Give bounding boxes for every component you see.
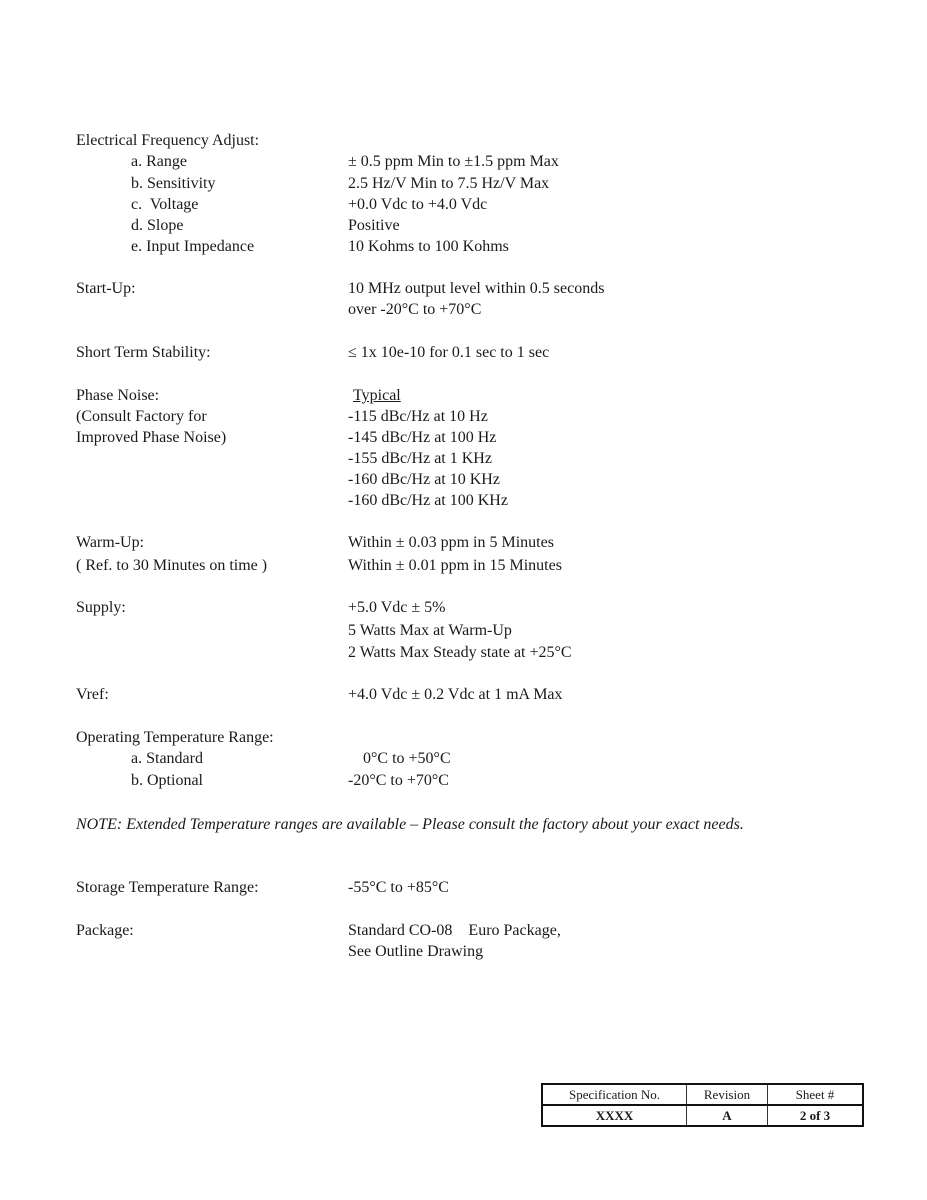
efa-heading: Electrical Frequency Adjust: bbox=[76, 132, 260, 149]
warmup-value-1: Within ± 0.03 ppm in 5 Minutes bbox=[348, 534, 554, 551]
op-temp-label: Operating Temperature Range: bbox=[76, 729, 274, 746]
startup-value-1: 10 MHz output level within 0.5 seconds bbox=[348, 280, 605, 297]
supply-value-2: 5 Watts Max at Warm-Up bbox=[348, 622, 512, 639]
efa-impedance-value: 10 Kohms to 100 Kohms bbox=[348, 238, 509, 255]
phase-noise-note-1: (Consult Factory for bbox=[76, 408, 207, 425]
phase-noise-label: Phase Noise: bbox=[76, 387, 160, 404]
spec-no-header: Specification No. bbox=[542, 1084, 687, 1105]
startup-label: Start-Up: bbox=[76, 280, 136, 297]
op-temp-optional-value: -20°C to +70°C bbox=[348, 772, 449, 789]
footer-value-row bbox=[542, 1105, 863, 1126]
op-temp-standard-label: a. Standard bbox=[131, 750, 203, 767]
supply-value-1: +5.0 Vdc ± 5% bbox=[348, 599, 446, 616]
vref-value: +4.0 Vdc ± 0.2 Vdc at 1 mA Max bbox=[348, 686, 563, 703]
warmup-value-2: Within ± 0.01 ppm in 15 Minutes bbox=[348, 557, 562, 574]
op-temp-standard-value: 0°C to +50°C bbox=[363, 750, 451, 767]
warmup-label: Warm-Up: bbox=[76, 534, 145, 551]
efa-sensitivity-label: b. Sensitivity bbox=[131, 175, 216, 192]
phase-noise-note-2: Improved Phase Noise) bbox=[76, 429, 227, 446]
phase-noise-header: Typical bbox=[353, 387, 401, 404]
efa-sensitivity-value: 2.5 Hz/V Min to 7.5 Hz/V Max bbox=[348, 175, 550, 192]
efa-voltage-label: c. Voltage bbox=[131, 196, 199, 213]
package-label: Package: bbox=[76, 922, 134, 939]
efa-range-value: ± 0.5 ppm Min to ±1.5 ppm Max bbox=[348, 153, 559, 170]
startup-value-2: over -20°C to +70°C bbox=[348, 301, 482, 318]
spec-no-value: XXXX bbox=[542, 1105, 687, 1126]
stability-label: Short Term Stability: bbox=[76, 344, 211, 361]
spec-footer-table bbox=[541, 1083, 864, 1127]
package-value-2: See Outline Drawing bbox=[348, 943, 484, 960]
temperature-note: NOTE: Extended Temperature ranges are available – Please consult the factory about your exact needs. bbox=[76, 816, 744, 833]
revision-value: A bbox=[687, 1105, 768, 1126]
phase-noise-value: -115 dBc/Hz at 10 Hz bbox=[348, 408, 488, 425]
storage-label: Storage Temperature Range: bbox=[76, 879, 259, 896]
phase-noise-value: -160 dBc/Hz at 10 KHz bbox=[348, 471, 500, 488]
stability-value: ≤ 1x 10e-10 for 0.1 sec to 1 sec bbox=[348, 344, 550, 361]
efa-range-label: a. Range bbox=[131, 153, 187, 170]
footer-header-row bbox=[542, 1084, 863, 1105]
package-value-1: Standard CO-08 Euro Package, bbox=[348, 922, 561, 939]
efa-impedance-label: e. Input Impedance bbox=[131, 238, 255, 255]
supply-label: Supply: bbox=[76, 599, 126, 616]
vref-label: Vref: bbox=[76, 686, 109, 703]
sheet-header: Sheet # bbox=[768, 1084, 864, 1105]
op-temp-optional-label: b. Optional bbox=[131, 772, 203, 789]
efa-voltage-value: +0.0 Vdc to +4.0 Vdc bbox=[348, 196, 488, 213]
supply-value-3: 2 Watts Max Steady state at +25°C bbox=[348, 644, 572, 661]
phase-noise-value: -145 dBc/Hz at 100 Hz bbox=[348, 429, 497, 446]
efa-slope-value: Positive bbox=[348, 217, 400, 234]
warmup-note: ( Ref. to 30 Minutes on time ) bbox=[76, 557, 268, 574]
phase-noise-value: -160 dBc/Hz at 100 KHz bbox=[348, 492, 508, 509]
phase-noise-value: -155 dBc/Hz at 1 KHz bbox=[348, 450, 492, 467]
sheet-value: 2 of 3 bbox=[768, 1105, 864, 1126]
storage-value: -55°C to +85°C bbox=[348, 879, 449, 896]
revision-header: Revision bbox=[687, 1084, 768, 1105]
efa-slope-label: d. Slope bbox=[131, 217, 184, 234]
